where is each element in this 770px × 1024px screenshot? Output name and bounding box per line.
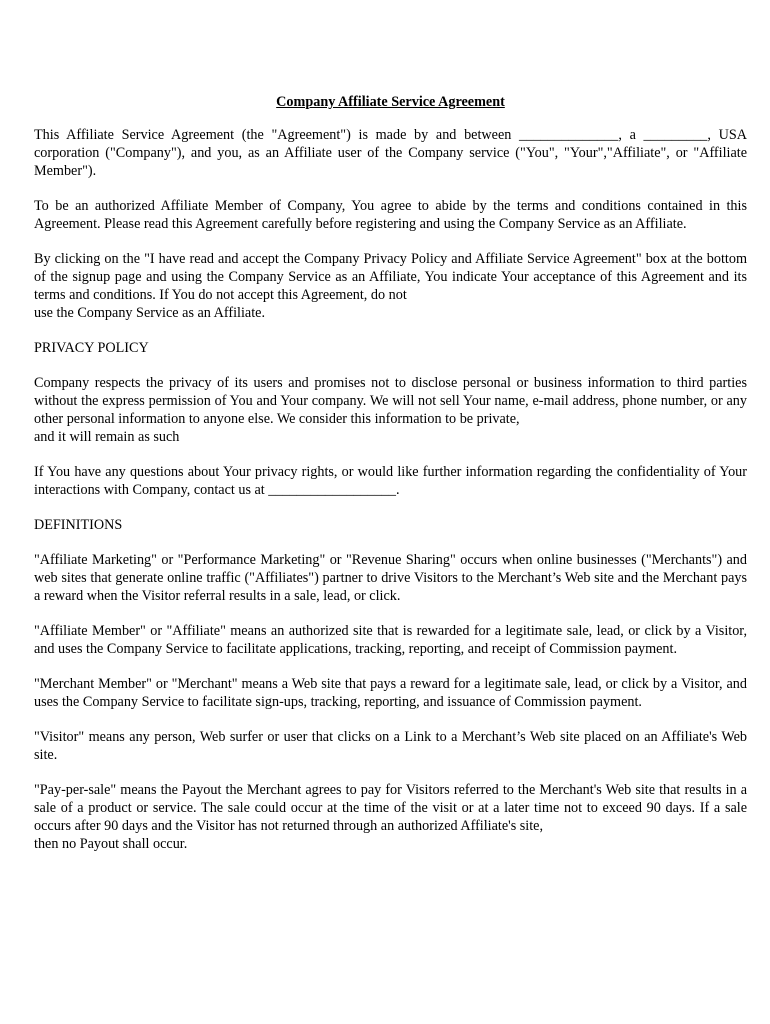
authorized-affiliate-paragraph: To be an authorized Affiliate Member of Company, You agree to abide by the terms and conditions contained in this Agreement. Please read this Agreement carefully before registering and using the Company Service as an Affiliate. (34, 198, 747, 232)
contact-paragraph: If You have any questions about Your privacy rights, or would like further information regarding the confidentiality of Your interactions with Company, contact us at __________________. (34, 464, 747, 498)
acceptance-paragraph (34, 250, 747, 322)
definition-merchant-member: "Merchant Member" or "Merchant" means a Web site that pays a reward for a legitimate sale, lead, or click by a Visitor, and uses the Company Service to facilitate sign-ups, tracking, reporting, and issuance of Commission payment. (34, 676, 747, 710)
intro-paragraph: This Affiliate Service Agreement (the "Agreement") is made by and between ______________, a _________, USA corporation ("Company"), and you, as an Affiliate user of the Company service ("You", "Your","Affiliate", or "Affiliate Member"). (34, 127, 747, 179)
pay-per-sale-tail: then no Payout shall occur. (34, 836, 188, 852)
acceptance-tail: use the Company Service as an Affiliate. (34, 305, 266, 321)
definitions-heading: DEFINITIONS (34, 517, 123, 533)
definition-affiliate-member: "Affiliate Member" or "Affiliate" means an authorized site that is rewarded for a legitimate sale, lead, or click by a Visitor, and uses the Company Service to facilitate applications, tracking, reporting, and receipt of Commission payment. (34, 623, 747, 657)
pay-per-sale-text: "Pay-per-sale" means the Payout the Merchant agrees to pay for Visitors referred to the Merchant's Web site that results in a sale of a product or service. The sale could occur at the time of the visit or at a later time not to exceed 90 days. If a sale occurs after 90 days and the Visitor has not returned through an authorized Affiliate's site, (34, 782, 747, 834)
definition-visitor: "Visitor" means any person, Web surfer or user that clicks on a Link to a Merchant’s Web site placed on an Affiliate's Web site. (34, 729, 747, 763)
privacy-policy-heading: PRIVACY POLICY (34, 340, 149, 356)
privacy-text: Company respects the privacy of its users and promises not to disclose personal or business information to third parties without the express permission of You and Your company. We will not sell Your name, e-mail address, phone number, or any other personal information to anyone else. We consider this information to be private, (34, 375, 747, 427)
definition-affiliate-marketing: "Affiliate Marketing" or "Performance Marketing" or "Revenue Sharing" occurs when online businesses ("Merchants") and web sites that generate online traffic ("Affiliates") partner to drive Visitors to the Merchant’s Web site and the Merchant pays a reward when the Visitor referral results in a sale, lead, or click. (34, 552, 747, 604)
acceptance-text: By clicking on the "I have read and accept the Company Privacy Policy and Affiliate Service Agreement" box at the bottom of the signup page and using the Company Service as an Affiliate, You indicate Your acceptance of this Agreement and its terms and conditions. If You do not accept this Agreement, do not (34, 251, 747, 303)
privacy-paragraph (34, 374, 747, 446)
document-title: Company Affiliate Service Agreement (276, 94, 505, 110)
definition-pay-per-sale (34, 781, 747, 853)
document-page (34, 93, 747, 870)
privacy-tail: and it will remain as such (34, 429, 180, 445)
